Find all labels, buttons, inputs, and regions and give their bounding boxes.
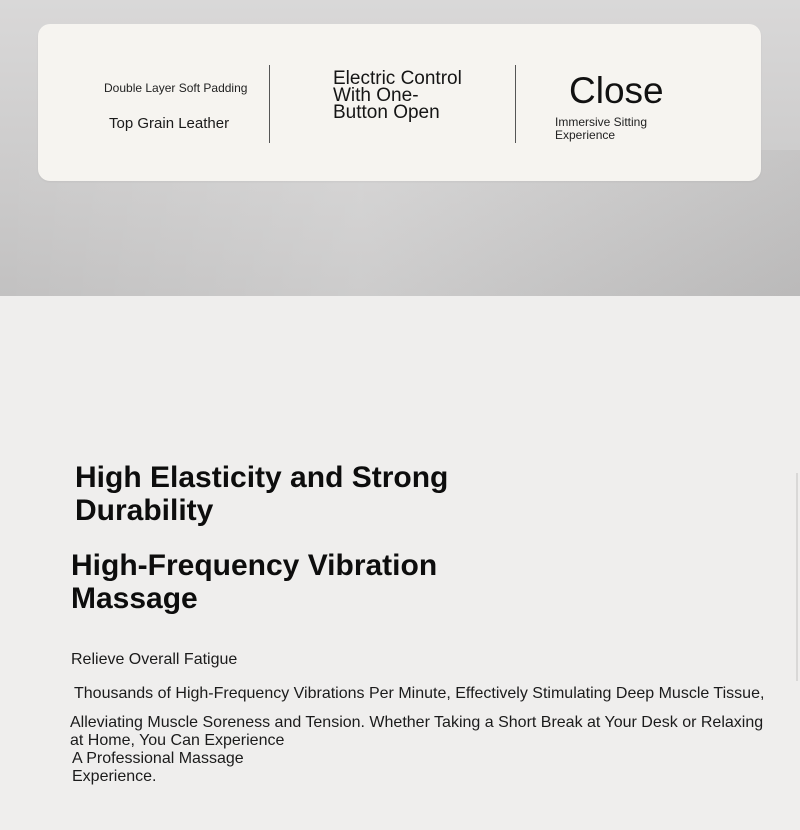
feature-body-line: Thousands of High-Frequency Vibrations Per Minute, Effectively Stimulating Deep Muscle Tissue,	[74, 685, 765, 702]
feature-body-line: A Professional Massage Experience.	[72, 750, 244, 785]
close-label: Close	[569, 70, 664, 111]
leather-label: Top Grain Leather	[109, 115, 230, 132]
spec-column-leather	[96, 80, 271, 134]
electric-control-label: Electric Control With One-Button Open	[333, 68, 462, 123]
feature-body-line: Alleviating Muscle Soreness and Tension. Whether Taking a Short Break at Your Desk or Relaxing at Home, You Can Experience	[70, 714, 764, 749]
spec-divider	[515, 65, 516, 143]
sitting-experience-label: Immersive Sitting Experience	[555, 115, 648, 142]
spec-column-sitting	[555, 66, 705, 142]
padding-label: Double Layer Soft Padding	[104, 81, 248, 95]
heading-vibration-massage: High-Frequency Vibration Massage	[71, 549, 438, 615]
spec-card	[38, 24, 761, 181]
feature-lead: Relieve Overall Fatigue	[71, 651, 238, 668]
heading-elasticity: High Elasticity and Strong Durability	[75, 461, 449, 527]
edge-divider	[796, 473, 798, 681]
spec-divider	[269, 65, 270, 143]
